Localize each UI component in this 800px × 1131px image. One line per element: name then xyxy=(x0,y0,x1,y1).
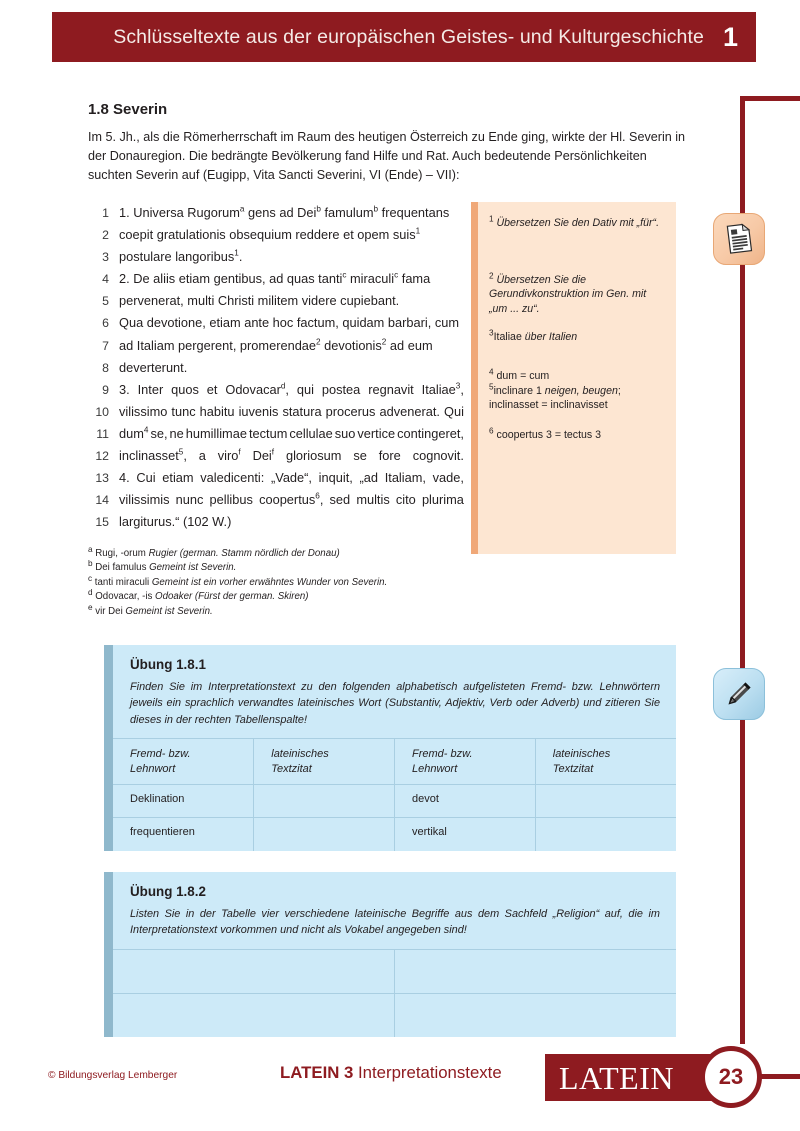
series-title-light: Interpretationstexte xyxy=(353,1063,502,1082)
table-cell[interactable]: frequentieren xyxy=(113,818,254,851)
latin-line: inclinasset$^5$, a viro$^f$ Dei$^f$ gloriosum se fore cognovit. xyxy=(119,447,464,464)
pencil-icon-badge xyxy=(713,668,765,720)
annotation-marker-6: 6 xyxy=(489,426,494,436)
annotation-note-2 xyxy=(489,273,666,317)
exercise-2-table xyxy=(113,949,676,1038)
footnote-marker: e xyxy=(88,602,93,612)
page-title: Schlüsseltexte aus der europäischen Geistes- und Kulturgeschichte xyxy=(113,25,704,48)
footnote-lemma: tanti miraculi xyxy=(94,576,152,588)
latin-line: largiturus.“ (102 W.) xyxy=(119,514,232,530)
table-column-header: Fremd- bzw. Lehnwort xyxy=(395,739,536,785)
exercise-1-title: Übung 1.8.1 xyxy=(130,657,206,672)
annotation-marker-3: 3 xyxy=(489,328,494,338)
exercise-box-1 xyxy=(104,645,676,851)
annotation-tail-5: ; inclinasset = inclinavisset xyxy=(489,384,621,412)
annotation-gloss-5: neigen, beugen xyxy=(544,384,618,397)
rail-top-rule xyxy=(740,96,800,101)
line-number: 13 xyxy=(95,471,109,486)
section-title: 1.8 Severin xyxy=(88,101,168,118)
line-number: 6 xyxy=(102,316,109,331)
annotation-marker-5: 5 xyxy=(489,382,494,392)
footnote-item xyxy=(88,561,648,575)
rail-bottom-rule xyxy=(760,1074,800,1079)
latin-text-lines xyxy=(119,202,464,533)
annotation-marker-4: 4 xyxy=(489,367,494,377)
exercise-box-2 xyxy=(104,872,676,1037)
annotation-text-2: Übersetzen Sie die Gerundivkonstruktion im Gen. mit „um ... zu“. xyxy=(489,273,647,315)
latin-line: 1. Universa Rugorum$^a$ gens ad Dei$^b$ famulum$^b$ frequentans xyxy=(119,204,450,220)
table-header-row xyxy=(113,739,676,785)
table-row xyxy=(113,949,676,993)
line-number: 8 xyxy=(102,360,109,375)
document-icon xyxy=(724,223,754,255)
table-row xyxy=(113,993,676,1037)
page-number-badge xyxy=(700,1046,762,1108)
table-cell[interactable] xyxy=(113,993,395,1037)
table-cell[interactable] xyxy=(113,949,395,993)
table-cell[interactable] xyxy=(535,785,676,818)
line-number: 14 xyxy=(95,493,109,508)
footnote-item xyxy=(88,587,648,604)
pencil-icon xyxy=(724,679,754,709)
line-number: 7 xyxy=(102,338,109,353)
table-row xyxy=(113,818,676,851)
annotation-text-1: Übersetzen Sie den Dativ mit „für“. xyxy=(496,217,660,229)
exercise-1-table xyxy=(113,738,676,851)
annotation-note-5 xyxy=(489,384,666,413)
line-number: 1 xyxy=(102,206,109,220)
footnote-gloss: Gemeint ist ein vorher erwähntes Wunder von Severin. xyxy=(151,576,388,588)
annotation-lemma-5: inclinare 1 xyxy=(493,384,545,397)
footnote-lemma: Odovacar, -is xyxy=(95,591,156,603)
line-number: 5 xyxy=(102,294,109,309)
line-number: 2 xyxy=(102,228,109,243)
table-column-header: Fremd- bzw. Lehnwort xyxy=(113,739,254,785)
latin-line: vilissimo tunc habitu iuvenis statura procerus advenerat. Qui xyxy=(119,403,464,419)
table-column-header: lateinisches Textzitat xyxy=(254,739,395,785)
latin-line: dum$^4$ se, ne humillimae tectum cellulae suo vertice contingeret, xyxy=(119,425,464,441)
latin-line: postulare langoribus$^1$. xyxy=(119,248,243,265)
latin-line: ad Italiam pergerent, promerendae$^2$ devotionis$^2$ ad eum xyxy=(119,337,433,353)
section-intro: Im 5. Jh., als die Römerherrschaft im Raum des heutigen Österreich zu Ende ging, wirkte der Hl. Severin in der Donauregion. Die bedrängte Bevölkerung fand Hilfe und Rat. Auch bedeutende Persönlichkeiten suchten Severin auf (Eugipp, Vita Sancti Severini, VI (Ende) – VII): xyxy=(88,130,686,183)
page-header-bar xyxy=(52,12,756,62)
footnote-marker: a xyxy=(88,544,93,554)
table-cell[interactable]: vertikal xyxy=(395,818,536,851)
line-number: 11 xyxy=(96,426,109,441)
table-cell[interactable] xyxy=(254,818,395,851)
annotation-lemma-3: Italiae xyxy=(493,331,525,344)
line-number: 15 xyxy=(95,515,109,530)
table-cell[interactable] xyxy=(395,949,677,993)
footnote-gloss: Odoaker (Fürst der german. Skiren) xyxy=(155,591,309,603)
line-number: 4 xyxy=(102,272,109,287)
exercise-1-description: Finden Sie im Interpretationstext zu den folgenden alphabetisch aufgelisteten Fremd- bzw. Lehnwörtern jeweils ein sprachlich verwandtes lateinisches Wort (Substantiv, Adjektiv, Verb oder Adverb) und zitieren Sie dieses in der rechten Tabellenspalte! xyxy=(130,681,660,726)
annotation-note-6 xyxy=(489,428,666,443)
chapter-number: 1 xyxy=(722,21,738,52)
footnote-item xyxy=(88,573,648,590)
table-column-header: lateinisches Textzitat xyxy=(535,739,676,785)
footnote-marker: d xyxy=(88,587,93,597)
footnote-gloss: Gemeint ist Severin. xyxy=(125,605,213,617)
line-number: 9 xyxy=(102,382,109,397)
latin-line: 2. De aliis etiam gentibus, ad quas tanti$^c$ miraculi$^c$ fama xyxy=(119,271,431,287)
annotation-gloss-3: über Italien xyxy=(524,331,578,344)
copyright-notice: © Bildungsverlag Lemberger xyxy=(48,1070,178,1081)
footnote-lemma: vir Dei xyxy=(95,605,126,617)
series-title-bold: LATEIN 3 xyxy=(280,1063,354,1082)
footnote-item xyxy=(88,544,648,561)
latin-line: Qua devotione, etiam ante hoc factum, quidam barbari, cum xyxy=(119,315,460,331)
table-row xyxy=(113,785,676,818)
footnote-gloss: Gemeint ist Severin. xyxy=(149,562,237,574)
table-cell[interactable] xyxy=(254,785,395,818)
footnote-lemma: Dei famulus xyxy=(95,562,150,574)
footnote-item xyxy=(88,602,648,619)
latin-line: 3. Inter quos et Odovacar$^d$, qui postea regnavit Italiae$^3$, xyxy=(119,381,464,397)
annotation-note-1 xyxy=(489,216,666,231)
annotation-note-3 xyxy=(489,330,666,345)
exercise-2-title: Übung 1.8.2 xyxy=(130,884,206,899)
table-cell[interactable]: devot xyxy=(395,785,536,818)
table-cell[interactable]: Deklination xyxy=(113,785,254,818)
document-icon-badge xyxy=(713,213,765,265)
annotation-note-4 xyxy=(489,369,666,384)
latein-logo-plate xyxy=(545,1054,723,1101)
footnote-gloss: Rugier (german. Stamm nördlich der Donau) xyxy=(148,548,340,559)
line-number: 12 xyxy=(95,449,109,464)
footnote-marker: b xyxy=(88,559,93,569)
latin-line: 4. Cui etiam valedicenti: „Vade“, inquit, „ad Italiam, vade, xyxy=(119,470,464,486)
annotation-box xyxy=(471,202,676,554)
table-cell[interactable] xyxy=(535,818,676,851)
latin-line: vilissimis nunc pellibus coopertus$^6$, sed multis cito plurima xyxy=(119,491,464,508)
latin-line: coepit gratulationis obsequium reddere et opem suis$^1$ xyxy=(119,226,421,243)
annotation-marker-2: 2 xyxy=(489,271,494,281)
line-number-column xyxy=(88,202,119,533)
line-number: 10 xyxy=(95,404,109,419)
latein-logo-text: LATEIN xyxy=(559,1059,674,1096)
latin-line: pervenerat, multi Christi militem videre cupiebant. xyxy=(119,293,400,309)
annotation-text-4: dum = cum xyxy=(496,369,550,382)
latin-line: deverterunt. xyxy=(119,359,188,375)
annotation-marker-1: 1 xyxy=(489,214,494,224)
footnote-marker: c xyxy=(88,573,93,583)
line-number: 3 xyxy=(102,250,109,265)
page-number: 23 xyxy=(718,1064,744,1089)
exercise-2-description: Listen Sie in der Tabelle vier verschiedene lateinische Begriffe aus dem Sachfeld „Religion“ auf, die im Interpretationstext vorkommen und nicht als Vokabel angegeben sind! xyxy=(130,908,660,937)
annotation-text-6: coopertus 3 = tectus 3 xyxy=(496,428,602,441)
table-cell[interactable] xyxy=(395,993,677,1037)
footnote-lemma: Rugi, -orum xyxy=(95,548,149,559)
footnote-list xyxy=(88,544,648,619)
series-title xyxy=(280,1063,502,1083)
